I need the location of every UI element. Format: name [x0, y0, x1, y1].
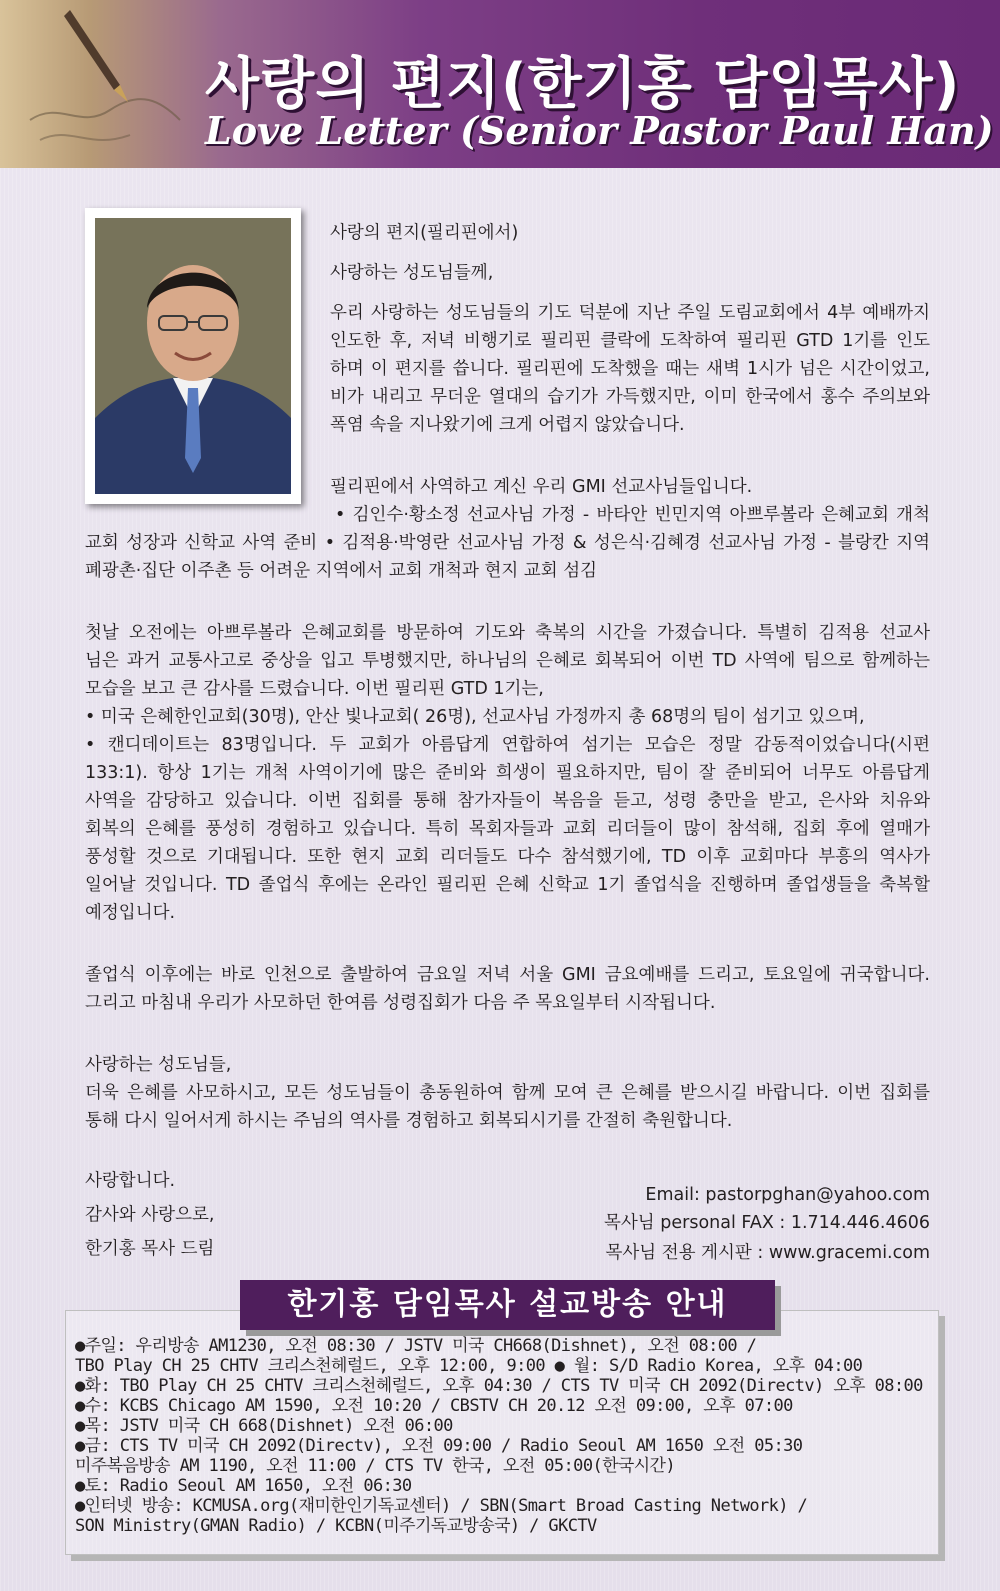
paragraph-line: 풍성할 것으로 기대됩니다. 또한 현지 교회 리더들도 다수 참석했기에, TD 이후 교회마다 부흥의 역사가 — [85, 847, 930, 867]
paragraph-line: • 미국 은혜한인교회(30명), 안산 빛나교회( 26명), 선교사님 가정까지 총 68명의 팀이 섬기고 있으며, — [85, 707, 865, 727]
pastor-portrait — [95, 218, 291, 494]
contact-website[interactable]: 목사님 전용 게시판 : www.gracemi.com — [605, 1243, 930, 1263]
paragraph-line: 통해 다시 일어서게 하시는 주님의 역사를 경험하고 회복되시기를 간절히 축원합니다. — [85, 1111, 733, 1131]
page-subtitle: Love Letter (Senior Pastor Paul Han) — [205, 108, 994, 153]
contact-fax: 목사님 personal FAX : 1.714.446.4606 — [603, 1213, 930, 1233]
paragraph-line: 비가 내리고 무더운 열대의 습기가 가득했지만, 이미 한국에서 홍수 주의보와 — [330, 387, 930, 407]
closing-line: 감사와 사랑으로, — [85, 1205, 215, 1225]
schedule-line: ●주일: 우리방송 AM1230, 오전 08:30 / JSTV 미국 CH668(Dishnet), 오전 08:00 / — [75, 1336, 757, 1356]
schedule-line: ●인터넷 방송: KCMUSA.org(재미한인기독교센터) / SBN(Smart Broad Casting Network) / — [75, 1496, 808, 1516]
page-title: 사랑의 편지(한기홍 담임목사) — [205, 52, 961, 117]
paragraph-line: 133:1). 항상 1기는 개척 사역이기에 많은 준비와 희생이 필요하지만, 팀이 잘 준비되어 너무도 아름답게 — [85, 763, 930, 783]
pen-writing-icon — [10, 0, 200, 168]
letter-greeting: 사랑하는 성도님들께, — [330, 263, 494, 283]
schedule-line: 미주복음방송 AM 1190, 오전 11:00 / CTS TV 한국, 오전 05:00(한국시간) — [75, 1456, 676, 1476]
paragraph-line: 님은 과거 교통사고로 중상을 입고 투병했지만, 하나님의 은혜로 회복되어 이번 TD 사역에 팀으로 함께하는 — [85, 651, 930, 671]
paragraph-line: 일어날 것입니다. TD 졸업식 후에는 온라인 필리핀 은혜 신학교 1기 졸업식을 진행하며 졸업생들을 축복할 — [85, 875, 930, 895]
schedule-line: SON Ministry(GMAN Radio) / KCBN(미주기독교방송국) / GKCTV — [75, 1516, 597, 1536]
signature: 한기홍 목사 드림 — [85, 1239, 215, 1259]
missionary-line: 교회 성장과 신학교 사역 준비 • 김적용·박영란 선교사님 가정 & 성은식·김혜경 선교사님 가정 - 블랑칸 지역 — [85, 533, 930, 553]
broadcast-title: 한기홍 담임목사 설교방송 안내 — [240, 1280, 775, 1330]
paragraph-line: 사역을 감당하고 있습니다. 이번 집회를 통해 참가자들이 복음을 듣고, 성령 충만을 받고, 은사와 치유와 — [85, 791, 930, 811]
portrait-illustration — [95, 218, 291, 494]
paragraph-line: 하며 이 편지를 씁니다. 필리핀에 도착했을 때는 새벽 1시가 넘은 시간이었고, — [330, 359, 930, 379]
paragraph-line: 인도한 후, 저녁 비행기로 필리핀 클락에 도착하여 필리핀 GTD 1기를 인도 — [330, 331, 930, 351]
paragraph-line: 회복의 은혜를 풍성히 경험하고 있습니다. 특히 목회자들과 교회 리더들이 많이 참석해, 집회 후에 열매가 — [85, 819, 930, 839]
paragraph-intro: 사랑하는 성도님들, — [85, 1055, 232, 1075]
paragraph-line: 폭염 속을 지나왔기에 크게 어렵지 않았습니다. — [330, 415, 685, 435]
paragraph-line: 그리고 마침내 우리가 사모하던 한여름 성령집회가 다음 주 목요일부터 시작됩니다. — [85, 993, 716, 1013]
letter-heading: 사랑의 편지(필리핀에서) — [330, 223, 519, 243]
schedule-line: ●토: Radio Seoul AM 1650, 오전 06:30 — [75, 1476, 412, 1496]
paragraph-line: 모습을 보고 큰 감사를 드렸습니다. 이번 필리핀 GTD 1기는, — [85, 679, 544, 699]
paragraph-line: 우리 사랑하는 성도님들의 기도 덕분에 지난 주일 도림교회에서 4부 예배까지 — [330, 303, 930, 323]
paragraph-line: 예정입니다. — [85, 903, 176, 923]
paragraph-line: 더욱 은혜를 사모하시고, 모든 성도님들이 총동원하여 함께 모여 큰 은혜를 받으시길 바랍니다. 이번 집회를 — [85, 1083, 930, 1103]
paragraph-line: 졸업식 이후에는 바로 인천으로 출발하여 금요일 저녁 서울 GMI 금요예배를 드리고, 토요일에 귀국합니다. — [85, 965, 930, 985]
contact-email[interactable]: Email: pastorpghan@yahoo.com — [645, 1185, 930, 1205]
paragraph-line: • 캔디데이트는 83명입니다. 두 교회가 아름답게 연합하여 섬기는 모습은 정말 감동적이었습니다(시편 — [85, 735, 930, 755]
missionary-intro: 필리핀에서 사역하고 계신 우리 GMI 선교사님들입니다. — [330, 477, 753, 497]
missionary-line: 폐광촌·집단 이주촌 등 어려운 지역에서 교회 개척과 현지 교회 섬김 — [85, 561, 598, 581]
schedule-line: TBO Play CH 25 CHTV 크리스천헤럴드, 오후 12:00, 9:00 ● 월: S/D Radio Korea, 오후 04:00 — [75, 1356, 863, 1376]
header-banner — [0, 0, 1000, 168]
schedule-line: ●수: KCBS Chicago AM 1590, 오전 10:20 / CBSTV CH 20.12 오전 09:00, 오후 07:00 — [75, 1396, 793, 1416]
schedule-line: ●금: CTS TV 미국 CH 2092(Directv), 오전 09:00 / Radio Seoul AM 1650 오전 05:30 — [75, 1436, 803, 1456]
schedule-line: ●화: TBO Play CH 25 CHTV 크리스천헤럴드, 오후 04:30 / CTS TV 미국 CH 2092(Directv) 오후 08:00 — [75, 1376, 923, 1396]
missionary-line: • 김인수·황소정 선교사님 가정 - 바타안 빈민지역 아쁘루볼라 은혜교회 개척 — [335, 505, 930, 525]
pastor-portrait-frame — [85, 208, 301, 504]
schedule-line: ●목: JSTV 미국 CH 668(Dishnet) 오전 06:00 — [75, 1416, 453, 1436]
paragraph-line: 첫날 오전에는 아쁘루볼라 은혜교회를 방문하여 기도와 축복의 시간을 가졌습니다. 특별히 김적용 선교사 — [85, 623, 930, 643]
closing-line: 사랑합니다. — [85, 1171, 176, 1191]
